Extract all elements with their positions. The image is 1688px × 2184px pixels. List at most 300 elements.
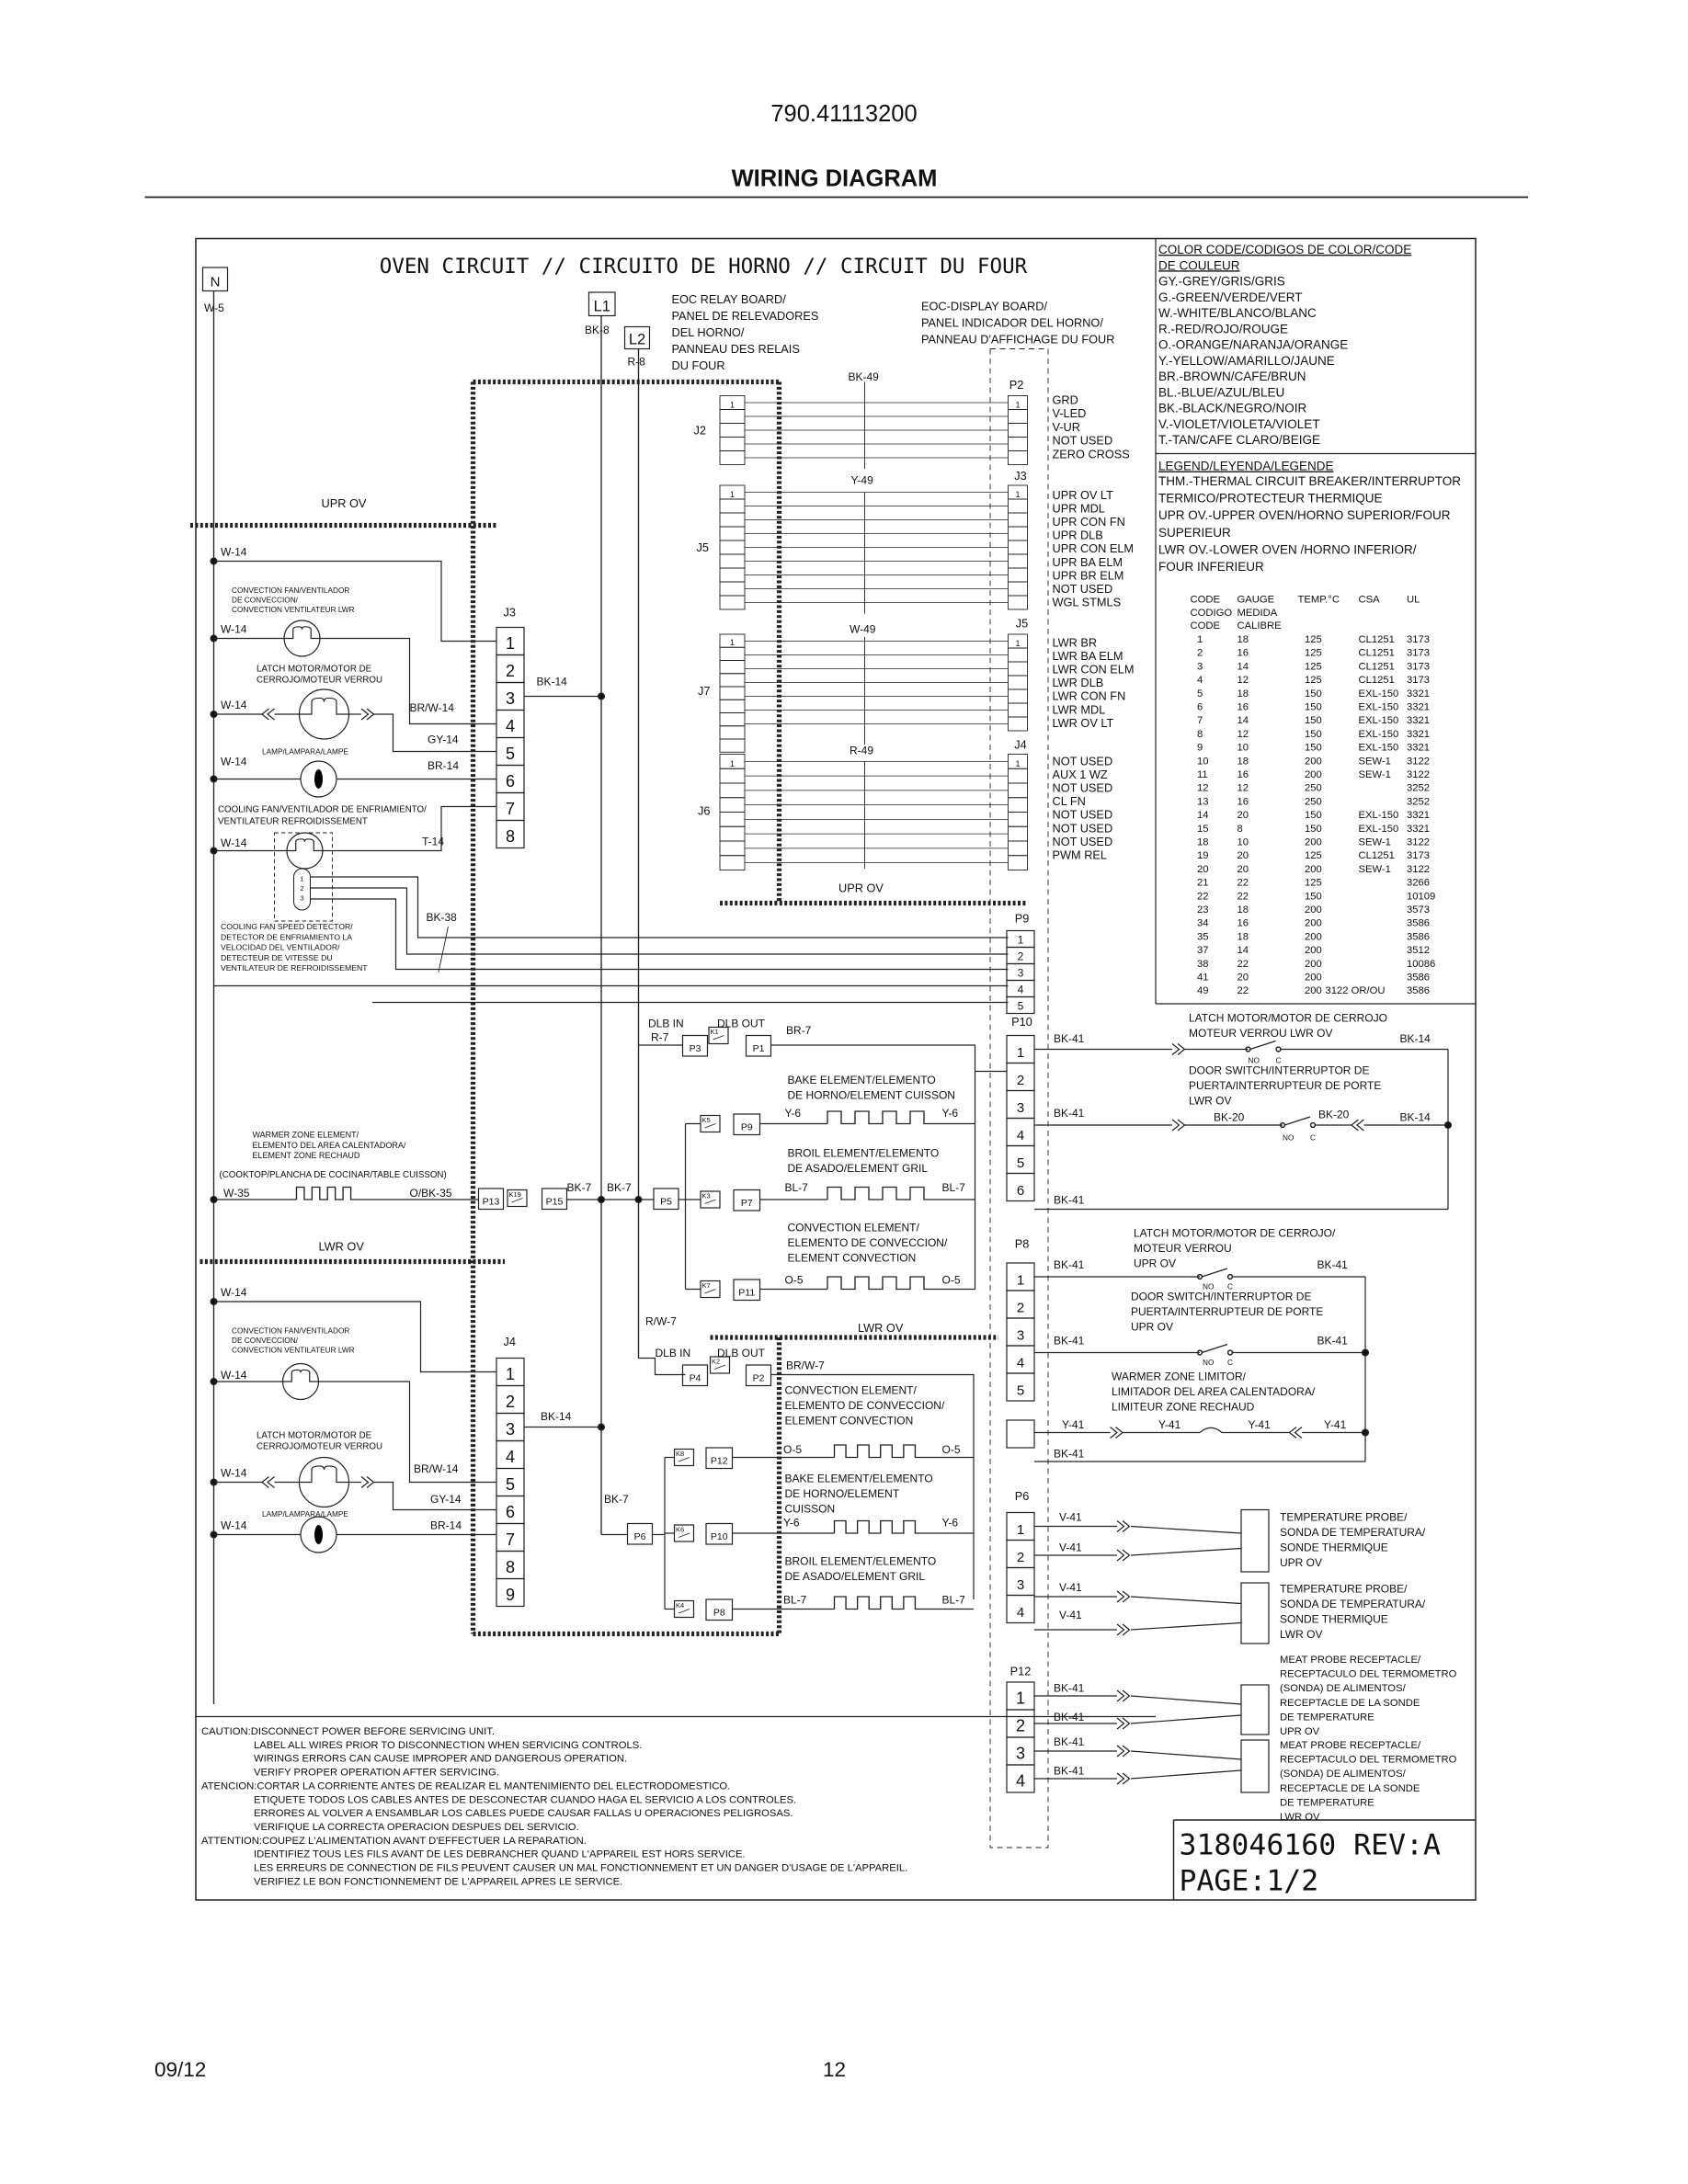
speed-detector-label-line: DETECTEUR DE VITESSE DU	[221, 952, 333, 962]
gauge-table-cell: EXL-150	[1358, 823, 1399, 835]
speed-pin-line: 2	[300, 884, 304, 893]
gauge-table-cell: 10109	[1407, 891, 1436, 903]
j4-pin-box	[1009, 841, 1028, 856]
p6-pin-number: 4	[1016, 1604, 1025, 1621]
wire-label: BK-49	[848, 370, 879, 383]
wire-label: DLB OUT	[717, 1017, 766, 1030]
gauge-table-cell: 10	[1237, 742, 1249, 754]
j4-relay-pin-number: 8	[505, 1557, 516, 1576]
wire-label: Y-6	[941, 1516, 959, 1530]
gauge-table-cell: 14	[1237, 661, 1249, 673]
speed-detector-label-line: VELOCIDAD DEL VENTILADOR/	[221, 942, 340, 952]
wire	[311, 888, 1009, 954]
wire-label: BK-41	[1054, 1258, 1085, 1271]
j2-pin-box	[720, 438, 745, 451]
latch-upr-switch-contact	[1228, 1275, 1233, 1280]
j4-relay-pin-number: 1	[505, 1364, 516, 1383]
switch-c: C	[1227, 1282, 1233, 1291]
gauge-table-cell: 3173	[1407, 647, 1431, 659]
p3-terminal-label: P3	[689, 1042, 701, 1054]
wire	[1131, 1696, 1241, 1704]
legend-line-line: TERMICO/PROTECTEUR THERMIQUE	[1158, 491, 1383, 506]
gauge-table-cell: 200	[1305, 756, 1322, 768]
wire-label: V-41	[1059, 1609, 1082, 1621]
relay-k6-switch-icon	[679, 1533, 690, 1538]
p8-pin-number: 5	[1016, 1382, 1025, 1399]
p13-terminal-label: P13	[482, 1196, 500, 1208]
broil_upr-element-icon	[827, 1188, 938, 1200]
wire-label: BK-20	[1214, 1110, 1245, 1124]
wire-label: GY-14	[428, 733, 459, 746]
latch-motor-lwr-label-line: MOTEUR VERROU LWR OV	[1189, 1027, 1333, 1040]
wire-label: W-14	[221, 622, 247, 636]
relay-k3-switch-icon	[705, 1200, 716, 1204]
gauge-table-header: CODE	[1190, 620, 1221, 631]
relay-k7-switch-icon	[705, 1290, 716, 1294]
wire-label: BK-38	[426, 911, 457, 924]
connector-label: P6	[1014, 1489, 1030, 1503]
caution-line: VERIFIEZ LE BON FONCTIONNEMENT DE L'APPAREIL APRES LE SERVICE.	[254, 1876, 623, 1888]
j7-pin-box	[720, 647, 745, 660]
j3-relay-pin-number: 2	[505, 661, 516, 680]
p12r-terminal-label: P12	[710, 1455, 728, 1467]
j5-pin-box	[1009, 676, 1028, 689]
wire-label: Y-41	[1062, 1418, 1085, 1431]
conv_elem_upr-element-icon	[827, 1277, 938, 1290]
gauge-table-cell: 16	[1237, 701, 1249, 713]
wire	[1131, 1597, 1241, 1604]
latch-motor-lower-icon-winding-icon	[300, 1466, 349, 1483]
temp-probe-lwr-label-line: SONDA DE TEMPERATURA/	[1280, 1598, 1426, 1610]
connector-label: P2	[1009, 378, 1024, 392]
gauge-table-cell: CL1251	[1358, 647, 1395, 659]
warmer-zone-label-line: WARMER ZONE ELEMENT/	[252, 1130, 359, 1140]
convection-fan-upper-icon-winding-icon	[284, 627, 320, 639]
temp-probe-lwr-label-line: LWR OV	[1280, 1628, 1323, 1641]
caution-line: CAUTION:DISCONNECT POWER BEFORE SERVICING UNIT.	[201, 1726, 495, 1737]
gauge-table-cell: 22	[1237, 891, 1249, 903]
color-code-title-line: DE COULEUR	[1158, 258, 1240, 273]
p5-terminal-label: P5	[660, 1196, 672, 1208]
switch-c: C	[1275, 1056, 1282, 1065]
wire-label: BK-14	[536, 675, 567, 688]
gauge-table-cell: 16	[1237, 769, 1249, 780]
convection-fan-lower-label-line: CONVECTION VENTILATEUR LWR	[232, 1346, 355, 1355]
p8-pin-box	[1007, 1420, 1034, 1448]
wire-label: BR-14	[430, 1519, 462, 1532]
wire-label: DLB OUT	[717, 1347, 766, 1359]
gauge-table-cell: 3586	[1407, 972, 1431, 984]
meat-probe-lwr-label-line: (SONDA) DE ALIMENTOS/	[1280, 1769, 1406, 1780]
bake_upr-label-line: DE HORNO/ELEMENT CUISSON	[787, 1088, 955, 1102]
wire	[311, 877, 1009, 938]
pin-label-p2-line: NOT USED	[1052, 433, 1113, 448]
pin-label-j3-line: UPR CON FN	[1052, 515, 1125, 529]
cooling-fan-label-line: VENTILATEUR REFROIDISSEMENT	[218, 816, 368, 827]
door-switch-lwr-label-line: DOOR SWITCH/INTERRUPTOR DE	[1189, 1064, 1370, 1077]
connector-label: J4	[1014, 737, 1027, 752]
zone-label: UPR OV	[321, 496, 367, 510]
connector-chevron-icon	[1172, 1120, 1185, 1131]
relay-k2-switch-icon	[714, 1365, 725, 1370]
connector-label: P12	[1009, 1664, 1032, 1678]
gauge-table-cell: 41	[1197, 972, 1209, 984]
j5-relay-pin-box	[720, 527, 745, 540]
gauge-table-header: MEDIDA	[1237, 607, 1278, 619]
j5-pin-box	[1009, 703, 1028, 717]
j4-relay-pin-number: 4	[505, 1447, 516, 1466]
warmer-zone-label-line: ELEMENTO DEL AREA CALENTADORA/	[252, 1140, 406, 1150]
p9-pin-number: 1	[1017, 933, 1024, 947]
pin-label-p2-line: GRD	[1052, 392, 1078, 407]
j3-pin-box	[1009, 596, 1028, 609]
j2-pin-box	[720, 410, 745, 424]
junction-dot	[635, 1197, 642, 1203]
p10-pin-number: 5	[1016, 1155, 1025, 1171]
wire-label: GY-14	[430, 1493, 462, 1506]
latch-motor-upr-label-line: LATCH MOTOR/MOTOR DE CERROJO/	[1134, 1226, 1336, 1240]
relay-k4-switch-icon	[679, 1610, 690, 1614]
legend-line-line: FOUR INFERIEUR	[1158, 560, 1264, 574]
gauge-table-cell: 150	[1305, 742, 1322, 754]
color-code-title-line: COLOR CODE/CODIGOS DE COLOR/CODE	[1158, 243, 1412, 256]
zone-label: LWR OV	[318, 1239, 364, 1254]
connector-chevron-icon	[1117, 1718, 1130, 1729]
temp-probe-upr-label-line: UPR OV	[1280, 1556, 1323, 1569]
junction-dot	[1445, 1122, 1452, 1129]
latch-motor-lwr-label-line: LATCH MOTOR/MOTOR DE CERROJO	[1189, 1011, 1388, 1025]
gauge-table-cell: 3	[1197, 661, 1203, 673]
gauge-table-cell: 22	[1237, 985, 1249, 997]
conv_elem_upr-label-line: ELEMENT CONVECTION	[787, 1251, 917, 1265]
gauge-table-cell: 2	[1197, 647, 1203, 659]
junction-dot	[599, 1197, 605, 1203]
caution-line: LABEL ALL WIRES PRIOR TO DISCONNECTION WHEN SERVICING CONTROLS.	[254, 1739, 643, 1751]
gauge-table-cell: EXL-150	[1358, 688, 1399, 700]
pin-label-p2-line: V-LED	[1052, 406, 1087, 421]
pin-label-j5-line: LWR BR	[1052, 635, 1098, 650]
wire-label: O-5	[784, 1273, 804, 1287]
gauge-table-cell: 18	[1237, 634, 1249, 645]
relay-k1-switch-icon	[713, 1036, 724, 1041]
gauge-table-cell: 20	[1237, 972, 1249, 984]
connector-label: P9	[1014, 911, 1030, 926]
cooktop-label: (COOKTOP/PLANCHA DE COCINAR/TABLE CUISSON)	[219, 1170, 447, 1180]
wire-label: BK-41	[1054, 1334, 1085, 1348]
gauge-table-cell: 3173	[1407, 634, 1431, 645]
gauge-table-cell: 9	[1197, 742, 1203, 754]
zone-label: UPR OV	[838, 881, 884, 895]
connector-chevron-icon	[262, 1477, 275, 1488]
connector-chevron-icon	[1117, 1521, 1130, 1532]
caution-line: ATENCION:CORTAR LA CORRIENTE ANTES DE REALIZAR EL MANTENIMIENTO DEL ELECTRODOMESTICO.	[201, 1780, 731, 1792]
gauge-table-header: TEMP.°C	[1297, 594, 1340, 606]
gauge-table-cell: 49	[1197, 985, 1209, 997]
p7-terminal-label: P7	[740, 1197, 753, 1209]
gauge-table-cell: 3173	[1407, 661, 1431, 673]
junction-dot	[1363, 1429, 1369, 1436]
pin-label-j3-line: UPR BR ELM	[1052, 568, 1124, 583]
leader-line	[439, 927, 449, 973]
gauge-table-cell: 6	[1197, 701, 1203, 713]
temp-probe-lwr-label-line: SONDE THERMIQUE	[1280, 1612, 1388, 1626]
wire-label: W-14	[221, 1519, 247, 1532]
display-board-label-line: EOC-DISPLAY BOARD/	[921, 299, 1047, 313]
conv_elem_upr-label-line: ELEMENTO DE CONVECCION/	[787, 1236, 948, 1249]
color-code-item-line: R.-RED/ROJO/ROUGE	[1158, 322, 1289, 336]
pin-label-p2-line: V-UR	[1052, 419, 1080, 434]
wire-label: O-5	[941, 1443, 961, 1456]
gauge-table-cell: 200	[1305, 985, 1322, 997]
gauge-table-cell: 3173	[1407, 850, 1431, 862]
pin-label-j5-line: LWR MDL	[1052, 702, 1106, 717]
connector-chevron-icon	[1172, 1044, 1185, 1055]
j4-pin-box	[1009, 826, 1028, 841]
conv_elem_lwr-label-line: ELEMENT CONVECTION	[784, 1414, 914, 1428]
relay-k8-switch-icon	[679, 1458, 690, 1462]
pin-label-j3-line: UPR CON ELM	[1052, 541, 1135, 556]
gauge-table-cell: 125	[1305, 850, 1322, 862]
wire-label: BK-7	[566, 1181, 592, 1194]
gauge-table-cell: 14	[1237, 715, 1249, 727]
gauge-table-cell: 18	[1237, 688, 1249, 700]
wire-label: R-49	[850, 744, 874, 757]
j6-pin-box	[720, 783, 745, 798]
switch-no: NO	[1203, 1282, 1215, 1291]
gauge-table-cell: CL1251	[1358, 661, 1395, 673]
j4-pin-box	[1009, 768, 1028, 783]
gauge-table-cell: 3122	[1407, 836, 1431, 848]
wire-label: BK-41	[1054, 1764, 1085, 1778]
j7-pin-number: 1	[729, 638, 736, 647]
gauge-table-cell: 1	[1197, 634, 1203, 645]
diagram-title: OVEN CIRCUIT // CIRCUITO DE HORNO // CIRCUIT DU FOUR	[379, 255, 1028, 279]
p8r-terminal-label: P8	[713, 1607, 725, 1619]
gauge-table-cell: 18	[1237, 931, 1249, 943]
gauge-table-cell: 3122 OR/OU	[1325, 985, 1386, 997]
broil_upr-label-line: BROIL ELEMENT/ELEMENTO	[787, 1146, 940, 1160]
meat-probe-upr-label-line: RECEPTACLE DE LA SONDE	[1280, 1697, 1420, 1709]
gauge-table-cell: 18	[1197, 836, 1209, 848]
color-code-item-line: V.-VIOLET/VIOLETA/VIOLET	[1158, 416, 1320, 431]
j7-pin-box	[720, 739, 745, 752]
connector-label: J4	[503, 1335, 516, 1348]
warmer-zone-label-line: ELEMENT ZONE RECHAUD	[252, 1151, 360, 1160]
speed-detector-label-line: COOLING FAN SPEED DETECTOR/	[221, 922, 353, 932]
legend-title: LEGEND/LEYENDA/LEGENDE	[1158, 459, 1334, 473]
warmer-zone-element-icon	[297, 1188, 359, 1200]
p12-pin-number: 2	[1015, 1716, 1026, 1735]
pin-label-j4-line: PWM REL	[1052, 847, 1108, 862]
wire-label: Y-41	[1248, 1418, 1271, 1431]
gauge-table-cell: 150	[1305, 728, 1322, 740]
j5-relay-pin-box	[720, 513, 745, 527]
meat-probe-upr-label-line: (SONDA) DE ALIMENTOS/	[1280, 1683, 1406, 1695]
connector-chevron-icon	[1117, 1690, 1130, 1701]
connector-chevron-icon	[1117, 1591, 1130, 1602]
gauge-table-cell: 125	[1305, 634, 1322, 645]
wire-label: W-14	[221, 1369, 247, 1382]
j6-pin-box	[720, 813, 745, 827]
j3-relay-pin-number: 1	[505, 633, 516, 653]
bake_upr-label-line: BAKE ELEMENT/ELEMENTO	[787, 1074, 936, 1086]
j5-pin-box	[1009, 662, 1028, 676]
gauge-table-cell: 250	[1305, 782, 1322, 794]
j4-relay-pin-number: 5	[505, 1474, 516, 1494]
color-code-item-line: W.-WHITE/BLANCO/BLANC	[1158, 306, 1317, 320]
gauge-table-cell: 8	[1197, 728, 1203, 740]
gauge-table-cell: 4	[1197, 675, 1203, 687]
color-code-item-line: O.-ORANGE/NARANJA/ORANGE	[1158, 337, 1349, 352]
gauge-table-cell: 125	[1305, 661, 1322, 673]
lamp-lower-label-line: LAMP/LAMPARA/LAMPE	[262, 1510, 348, 1519]
p2-relay-terminal-label: P2	[752, 1372, 765, 1384]
caution-line: ETIQUETE TODOS LOS CABLES ANTES DE DESCONECTAR CUANDO HAGA EL SERVICIO A LOS CONTROLES.	[254, 1794, 797, 1806]
legend-line-line: UPR OV.-UPPER OVEN/HORNO SUPERIOR/FOUR	[1158, 508, 1451, 523]
wire-label: BR/W-7	[786, 1359, 825, 1372]
p12-pin-number: 3	[1015, 1744, 1026, 1763]
gauge-table-cell: 19	[1197, 850, 1209, 862]
j3-pin-number: 1	[1015, 489, 1021, 499]
wire-label: BL-7	[941, 1593, 965, 1607]
gauge-table-cell: 3321	[1407, 715, 1431, 727]
switch-c: C	[1310, 1133, 1316, 1143]
meat-probe-upr-label-line: DE TEMPERATURE	[1280, 1712, 1374, 1723]
gauge-table-cell: CL1251	[1358, 850, 1395, 862]
switch-no: NO	[1203, 1359, 1215, 1367]
gauge-table-cell: 20	[1237, 850, 1249, 862]
j3-relay-pin-number: 7	[505, 799, 516, 818]
wire-label: BL-7	[784, 1181, 808, 1194]
wire-label: W-14	[221, 699, 247, 711]
connector-label: J2	[693, 423, 706, 438]
thermal-limiter-icon	[1200, 1428, 1230, 1432]
gauge-table-cell: 3321	[1407, 728, 1431, 740]
gauge-table-cell: 10	[1237, 836, 1249, 848]
wire-label: Y-6	[784, 1107, 802, 1120]
meat-probe-upr-label-line: UPR OV	[1280, 1726, 1320, 1737]
gauge-table-cell: SEW-1	[1358, 769, 1391, 780]
conv_elem_upr-label-line: CONVECTION ELEMENT/	[787, 1221, 919, 1234]
connector-chevron-icon	[1117, 1773, 1130, 1784]
j4-relay-pin-number: 9	[505, 1585, 516, 1604]
p8-pin-number: 2	[1016, 1300, 1025, 1316]
connector-label: J3	[503, 605, 516, 620]
gauge-table-cell: 5	[1197, 688, 1203, 700]
wire	[311, 899, 1009, 970]
connector-chevron-icon	[361, 709, 374, 720]
legend-line-line: THM.-THERMAL CIRCUIT BREAKER/INTERRUPTOR	[1158, 474, 1462, 488]
wire	[1131, 1770, 1241, 1779]
color-code-item-line: Y.-YELLOW/AMARILLO/JAUNE	[1158, 353, 1335, 368]
relay-k2-label: K2	[712, 1357, 721, 1366]
connector-label: P10	[1011, 1015, 1032, 1029]
j5-pin-box	[1009, 717, 1028, 731]
wire-label: Y-49	[850, 473, 873, 487]
wire-label: T-14	[422, 835, 445, 848]
gauge-table-cell: 3512	[1407, 945, 1431, 957]
j5-relay-pin-box	[720, 554, 745, 568]
speed-pin-line: 3	[300, 893, 304, 903]
j3-pin-box	[1009, 582, 1028, 596]
gauge-table-cell: CL1251	[1358, 634, 1395, 645]
gauge-table-cell: SEW-1	[1358, 863, 1391, 875]
connector-chevron-icon	[1290, 1428, 1303, 1439]
legend-line-line: SUPERIEUR	[1158, 525, 1231, 540]
gauge-table-cell: 200	[1305, 904, 1322, 916]
gauge-table-cell: 22	[1237, 877, 1249, 889]
wire-label: Y-6	[783, 1516, 800, 1530]
wire-label: V-41	[1059, 1510, 1082, 1524]
door-switch-lwr-label-line: PUERTA/INTERRUPTEUR DE PORTE	[1189, 1079, 1382, 1092]
gauge-table-cell: 15	[1197, 823, 1209, 835]
gauge-table-cell: EXL-150	[1358, 810, 1399, 822]
j3-relay-pin-number: 3	[505, 688, 516, 708]
j3-pin-box	[1009, 513, 1028, 527]
latch-motor-upr-label-line: UPR OV	[1134, 1257, 1177, 1270]
connector-chevron-icon	[1117, 1550, 1130, 1561]
j5-relay-pin-box	[720, 568, 745, 582]
gauge-table-cell: CL1251	[1358, 675, 1395, 687]
p9r-terminal-label: P9	[740, 1121, 753, 1133]
p6-pin-number: 1	[1016, 1521, 1025, 1538]
gauge-table-cell: 3122	[1407, 756, 1431, 768]
p6-pin-number: 3	[1016, 1576, 1025, 1593]
j3-pin-box	[1009, 540, 1028, 554]
warmer-limitor-label-line: WARMER ZONE LIMITOR/	[1112, 1370, 1247, 1383]
j5-relay-pin-box	[720, 582, 745, 596]
gauge-table-cell: EXL-150	[1358, 728, 1399, 740]
wire-label: BK-7	[604, 1493, 629, 1506]
p2-pin-box	[1009, 410, 1028, 424]
p2-pin-number: 1	[1015, 400, 1021, 410]
relay-k19-switch-icon	[512, 1199, 523, 1203]
connector-label: J3	[1014, 469, 1027, 483]
gauge-table-cell: 16	[1237, 796, 1249, 808]
connector-label: J5	[696, 540, 709, 554]
color-code-item-line: T.-TAN/CAFE CLARO/BEIGE	[1158, 433, 1321, 447]
gauge-table-cell: EXL-150	[1358, 715, 1399, 727]
latch-lwr-switch-blade	[1250, 1041, 1276, 1050]
pin-label-j4-line: CL FN	[1052, 794, 1086, 809]
bake_lwr-label-line: BAKE ELEMENT/ELEMENTO	[784, 1472, 933, 1485]
junction-dot	[599, 693, 605, 700]
wire-label: BK-41	[1317, 1334, 1348, 1348]
meat-probe-lwr-connector	[1241, 1740, 1269, 1792]
relay-board-label-line: PANEL DE RELEVADORES	[671, 309, 819, 323]
j6-pin-number: 1	[729, 759, 736, 769]
wire-label: BK-41	[1317, 1258, 1348, 1271]
convection-fan-label-line: CONVECTION VENTILATEUR LWR	[232, 606, 355, 614]
convection-fan-lower-label-line: CONVECTION FAN/VENTILADOR	[232, 1326, 350, 1336]
connector-label: J5	[1015, 616, 1029, 631]
bake_lwr-label-line: CUISSON	[784, 1502, 836, 1516]
p2-pin-box	[1009, 438, 1028, 451]
latch-motor-label-line: LATCH MOTOR/MOTOR DE	[257, 664, 372, 675]
j5-pin-number: 1	[1015, 638, 1021, 648]
relay-board-label-line: EOC RELAY BOARD/	[671, 292, 786, 306]
gauge-table-cell: 200	[1305, 945, 1322, 957]
relay-k19-label: K19	[508, 1190, 521, 1199]
j4-relay-pin-number: 3	[505, 1419, 516, 1439]
gauge-table-cell: 10086	[1407, 958, 1436, 970]
lamp-bulb-icon	[314, 769, 323, 789]
latch-motor-label-line: CERROJO/MOTEUR VERROU	[257, 675, 383, 686]
gauge-table-header: GAUGE	[1237, 594, 1275, 606]
wire-label: BK-7	[607, 1181, 632, 1194]
j7-pin-box	[720, 674, 745, 687]
temp-probe-lwr-label-line: TEMPERATURE PROBE/	[1280, 1582, 1408, 1596]
